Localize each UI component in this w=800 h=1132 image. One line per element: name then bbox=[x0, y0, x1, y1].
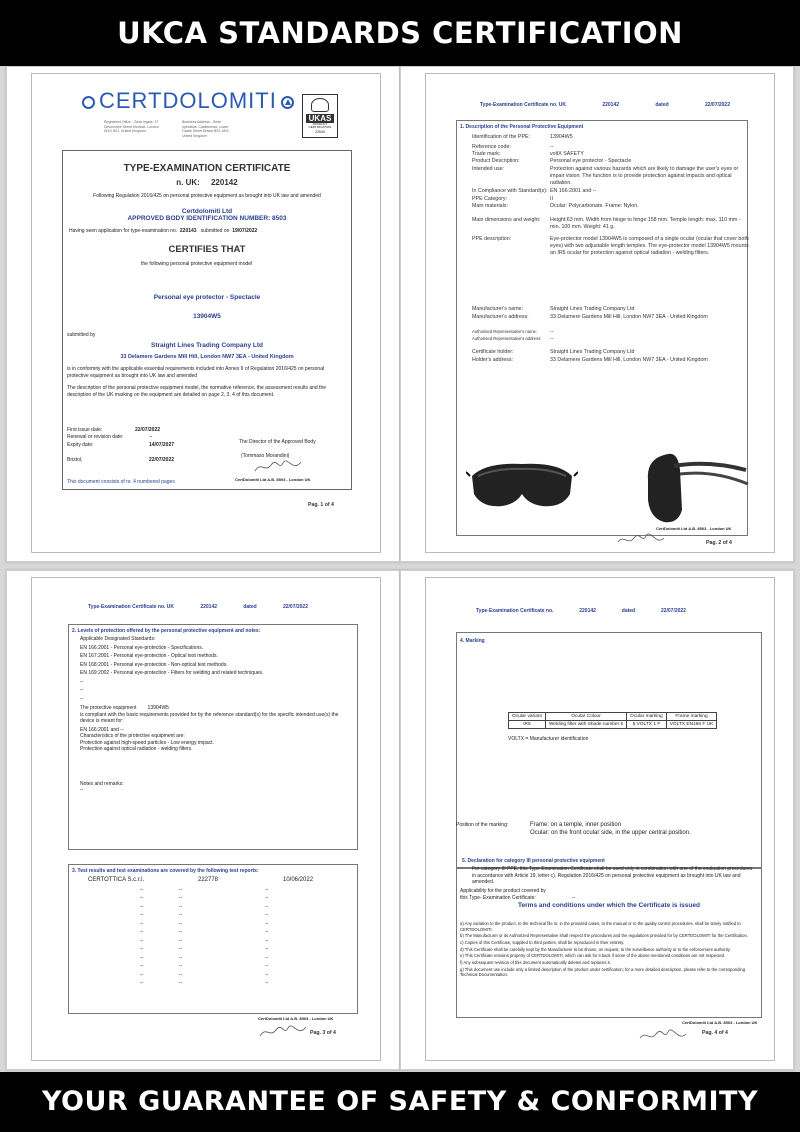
stamp: CertDolomiti Ltd A.B. 8503 - London UK bbox=[258, 1016, 334, 1021]
ukas-number: 22649 bbox=[315, 129, 325, 134]
report-no-cell: -- bbox=[179, 929, 183, 936]
marking-table bbox=[508, 712, 717, 729]
standard-item: -- bbox=[80, 687, 84, 693]
row-key: Authorised Representative's address: bbox=[472, 336, 542, 341]
description-row bbox=[472, 188, 750, 195]
stamp: CertDolomiti Ltd A.B. 8503 - London UK bbox=[235, 477, 311, 482]
applicable-label: Applicable Designated Standards: bbox=[80, 636, 156, 642]
cert-no: 220142 bbox=[210, 178, 238, 187]
expiry-label: Expiry date: bbox=[67, 442, 94, 448]
director-signature bbox=[253, 459, 303, 475]
declaration-text: For category III PPE, this Type-Examination Certificate shall be used only in combination with one of the evaluation procedures in accordance with Article 19, letter c), Regulation 2016/425 on personal protective equipment as brought into UK law and amended. bbox=[472, 866, 753, 885]
product-model: 13904W5 bbox=[193, 312, 221, 320]
description-row bbox=[472, 314, 750, 321]
report-date-cell: -- bbox=[265, 903, 269, 910]
submitted-by: submitted by bbox=[67, 331, 96, 338]
compliance-text: is compliant with the basic requirements provided for by the reference standard(s) for the specific intended use(s) the device is meant for: bbox=[80, 711, 339, 724]
row-value: Height:63 mm. Width from hinge to hinge:158 mm. Temple length: max. 110 mm - min. 100 mm. Weight: 41 g. bbox=[550, 217, 741, 231]
row-value: 33 Delamere Gardens Mill Hill, London NW7 3EA - United Kingdom bbox=[550, 314, 708, 320]
report-no-cell: -- bbox=[179, 980, 183, 987]
protective-model: 13904W5 bbox=[147, 705, 169, 711]
logo-text: CERTDOLOMITI bbox=[99, 88, 277, 113]
approved-body-name: Certdolomiti Ltd bbox=[181, 207, 233, 215]
submitted-date: 19/07/2022 bbox=[232, 227, 258, 234]
description-row bbox=[472, 236, 750, 257]
row-value: voltX SAFETY bbox=[550, 151, 584, 157]
header-dated: dated bbox=[243, 604, 257, 610]
bottom-banner: YOUR GUARANTEE OF SAFETY & CONFORMITY bbox=[0, 1072, 800, 1132]
report-date-cell: -- bbox=[265, 954, 269, 961]
product-name: Personal eye protector - Spectacle bbox=[153, 293, 261, 301]
row-value: Protection against various hazards which are likely to damage the user's eyes or impair vision. The function is to provide protection against impacts and optical radiation. bbox=[550, 166, 739, 187]
certificate-title: TYPE-EXAMINATION CERTIFICATE bbox=[123, 163, 291, 174]
applicability-label: this Type- Examination Certificate: bbox=[460, 895, 536, 901]
col-ocular-variant: Ocular variant bbox=[509, 713, 546, 721]
row-value: 13904W5 bbox=[550, 134, 573, 140]
terms-list bbox=[460, 920, 758, 978]
header-date: 22/07/2022 bbox=[704, 102, 730, 108]
report-date-cell: -- bbox=[265, 895, 269, 902]
certificate-frame bbox=[62, 150, 352, 490]
term-item: d) This Certificate shall be carefully kept by the Manufacturer to be shown, on request, to the surveillance authority or to the enforcement authority. bbox=[460, 946, 731, 952]
report-no-cell: -- bbox=[179, 903, 183, 910]
header-label: Type-Examination Certificate no. UK bbox=[480, 102, 567, 108]
report-date-cell: -- bbox=[265, 963, 269, 970]
submitted-label: submitted on bbox=[200, 227, 230, 234]
row-key: Intended use: bbox=[472, 166, 505, 172]
terms-title: Terms and conditions under which the Certificate is issued bbox=[518, 902, 700, 909]
report-number: 222778 bbox=[198, 877, 219, 883]
description-row bbox=[472, 357, 750, 364]
report-no-cell: -- bbox=[179, 954, 183, 961]
test-report-row bbox=[88, 955, 328, 962]
position-frame: Frame: on a temple, inner position bbox=[530, 822, 622, 828]
test-report-row bbox=[88, 912, 328, 919]
first-issue-date: 22/07/2022 bbox=[135, 427, 161, 433]
certificate-page-1 bbox=[31, 73, 381, 553]
top-banner: UKCA STANDARDS CERTIFICATION bbox=[0, 0, 800, 66]
term-item: g) This document use include only a limited description of the product under certification; for a more detailed description, please refer to the corresponding Technical Documentation. bbox=[460, 966, 746, 978]
test-report-row bbox=[88, 904, 328, 911]
header-number: 220142 bbox=[579, 608, 596, 614]
test-report-row bbox=[88, 929, 328, 936]
applicability: Applicability for the product covered by bbox=[460, 888, 546, 894]
test-report-row bbox=[88, 895, 328, 902]
director-name: (Tommaso Morandini) bbox=[241, 453, 290, 459]
cert-label: n. UK: bbox=[176, 178, 200, 187]
page-header bbox=[480, 102, 730, 109]
logo-ring-icon bbox=[82, 96, 95, 109]
row-key: PPE description: bbox=[472, 236, 512, 242]
description-text: The description of the personal protective equipment model, the normative reference, the assessment results and the description of the UK marking on the equipment are detailed on page 2, 3, 4 of this document. bbox=[67, 385, 327, 398]
row-value: Personal eye protector - Spectacle bbox=[550, 158, 632, 164]
header-number: 220142 bbox=[200, 604, 218, 610]
expiry-date: 14/07/2027 bbox=[149, 442, 175, 448]
report-date-cell: -- bbox=[265, 946, 269, 953]
dates-block bbox=[67, 427, 217, 463]
col-frame-marking: Frame marking bbox=[666, 713, 717, 721]
report-date-cell: -- bbox=[265, 920, 269, 927]
row-key: Product Description: bbox=[472, 158, 520, 164]
standard-item: -- bbox=[80, 678, 84, 685]
report-lab-cell: -- bbox=[140, 963, 144, 970]
report-lab-cell: -- bbox=[140, 903, 144, 910]
standards-list bbox=[80, 645, 350, 703]
report-lab-cell: -- bbox=[140, 886, 144, 893]
description-row bbox=[472, 306, 750, 313]
description-row bbox=[472, 203, 750, 210]
applicability-2 bbox=[460, 895, 575, 902]
col-ocular-marking: Ocular marking bbox=[627, 713, 667, 721]
row-value: -- bbox=[550, 144, 554, 150]
description-row bbox=[472, 158, 750, 165]
row-key: Main dimensions and weight: bbox=[472, 217, 541, 223]
term-item: f) Any subsequent revision of this document automatically deletes and replaces it. bbox=[460, 960, 611, 966]
standard-item: EN 169:2002 - Personal eye-protection - Filters for welding and related techniques. bbox=[80, 670, 264, 676]
term-item: c) Copies of this Certificate, supplied to third parties, shall be reproduced in their entirety. bbox=[460, 940, 625, 946]
signature bbox=[638, 1028, 688, 1044]
section-3-title: 3. Test results and test examinations are covered by the following test reports: bbox=[72, 868, 259, 874]
notes-label: Notes and remarks: bbox=[80, 780, 124, 787]
stamp: CertDolomiti Ltd A.B. 8503 - London UK bbox=[656, 526, 732, 531]
header-dated: dated bbox=[621, 608, 636, 614]
conformity-text: is in conformity with the applicable essential requirements included into Annex II of Regulation 2016/425 on personal protective equipment as brought into UK law and amended bbox=[67, 366, 325, 379]
row-value: Straight Lines Trading Company Ltd bbox=[550, 349, 635, 355]
goggles-front-image bbox=[466, 454, 578, 518]
certificate-page-1-panel bbox=[6, 66, 400, 562]
row-key: In Compliance with Standard(s): bbox=[472, 188, 548, 194]
page-number: Pag. 4 of 4 bbox=[702, 1030, 728, 1036]
row-value: 33 Delamere Gardens Mill Hill, London NW7 3EA - United Kingdom bbox=[550, 357, 708, 363]
test-report-row bbox=[88, 946, 328, 953]
renewal-label: Renewal or revision date: bbox=[67, 433, 124, 440]
report-date-cell: -- bbox=[265, 937, 269, 944]
ukas-logo bbox=[302, 94, 338, 138]
place-date: 22/07/2022 bbox=[149, 456, 175, 463]
cell-variant: IR5 bbox=[509, 721, 546, 729]
lab-name: CERTOTTICA S.c.r.l. bbox=[88, 877, 145, 883]
report-date: 10/06/2022 bbox=[283, 877, 314, 883]
row-value: II bbox=[550, 196, 553, 202]
row-key: Reference code: bbox=[472, 144, 511, 150]
applicability-value: -- bbox=[571, 895, 576, 901]
report-lab-cell: -- bbox=[140, 954, 144, 961]
term-item: e) This Certificate remains property of CERTDOLOMITI, which can ask for it back if some of the above mentioned conditions are not respected. bbox=[460, 953, 726, 959]
test-report-row bbox=[88, 887, 328, 894]
renewal-date: -- bbox=[149, 433, 153, 440]
header-label: Type-Examination Certificate no. bbox=[476, 608, 554, 614]
approved-body-id: APPROVED BODY IDENTIFICATION NUMBER: 8503 bbox=[127, 214, 287, 222]
report-no-cell: -- bbox=[179, 937, 183, 944]
report-lab-cell: -- bbox=[140, 946, 144, 953]
row-key: Identification of the PPE: bbox=[472, 134, 531, 140]
report-date-cell: -- bbox=[265, 912, 269, 919]
application-line bbox=[69, 228, 351, 235]
logo-triangle-icon bbox=[281, 96, 294, 109]
test-reports-table bbox=[88, 877, 328, 987]
section-2-title: 2. Levels of protection offered by the personal protective equipment and notes: bbox=[72, 628, 261, 634]
row-value: Straight Lines Trading Company Ltd bbox=[550, 306, 635, 312]
certificate-page-3 bbox=[31, 577, 381, 1061]
following-model-text: the following personal protective equipment model bbox=[141, 261, 253, 267]
page-header bbox=[88, 604, 308, 611]
page-number: Pag. 3 of 4 bbox=[310, 1030, 336, 1036]
director-title: The Director of the Approved Body bbox=[239, 439, 316, 445]
description-row bbox=[472, 134, 750, 141]
row-key: PPE Category: bbox=[472, 196, 508, 202]
description-row bbox=[472, 336, 750, 343]
business-address: Business Address - Sede operativa: Castlemead, Lower Castle Street Bristol BS1 3AG, United Kingdom bbox=[182, 120, 230, 138]
page-header bbox=[476, 608, 686, 615]
test-report-rows bbox=[88, 887, 328, 987]
standard-line: EN 166:2001 and -- bbox=[80, 726, 124, 733]
section-4-title: 4. Marking bbox=[460, 638, 485, 644]
description-row bbox=[472, 217, 750, 231]
report-no-cell: -- bbox=[179, 895, 183, 902]
section-5-title: 5. Declaration for category III personal protective equipment bbox=[462, 858, 605, 864]
standard-item: EN 168:2001 - Personal eye-protection - Non-optical test methods. bbox=[80, 661, 228, 668]
pages-note: This document consists of nr. 4 numbered pages bbox=[67, 479, 175, 485]
row-value: Eye-protector model 13904W5 is composed of a single ocular (ocular that cover both eyes) with two adjustable length temples. The eye-protector model 13904W5 mounts an IR5 ocular for protection against optical radiation - welding filters. bbox=[550, 236, 749, 257]
app-label: Having seen application for type-examination no. bbox=[69, 227, 178, 234]
ukas-name: UKAS bbox=[306, 114, 334, 123]
signature bbox=[258, 1024, 308, 1040]
header-dated: dated bbox=[655, 102, 669, 108]
report-no-cell: -- bbox=[179, 963, 183, 970]
certificate-page-4-panel bbox=[400, 570, 794, 1070]
registered-office: Registered Office - Sede legale: 37 Devonshire Street Medical, London W1G 8XJ, United Kingdom bbox=[104, 120, 159, 134]
report-no-cell: -- bbox=[179, 946, 183, 953]
report-date-cell: -- bbox=[265, 886, 269, 893]
row-value: -- bbox=[550, 336, 554, 342]
report-lab-cell: -- bbox=[140, 937, 144, 944]
row-value: -- bbox=[550, 329, 554, 335]
report-no-cell: -- bbox=[179, 971, 183, 978]
test-report-row bbox=[88, 963, 328, 970]
certificate-number bbox=[63, 178, 351, 187]
row-key: Certificate holder: bbox=[472, 349, 514, 355]
standard-item: -- bbox=[80, 695, 84, 702]
report-lab-cell: -- bbox=[140, 980, 144, 987]
report-date-cell: -- bbox=[265, 929, 269, 936]
certifies-that: CERTIFIES THAT bbox=[168, 244, 246, 255]
report-lab-cell: -- bbox=[140, 895, 144, 902]
cell-frame-marking: VOLTX EN166 F UK bbox=[666, 721, 717, 729]
certificate-page-2 bbox=[425, 73, 775, 553]
report-lab-cell: -- bbox=[140, 929, 144, 936]
cell-ocular-marking: 5 VOLTX 1 F bbox=[627, 721, 667, 729]
row-key: Manufacturer's address: bbox=[472, 314, 529, 320]
standard-item: EN 167:2001 - Personal eye-protection - Optical test methods. bbox=[80, 653, 218, 659]
row-key: Main materials: bbox=[472, 203, 508, 209]
row-value: EN 166:2001 and -- bbox=[550, 188, 597, 194]
description-row bbox=[472, 166, 750, 187]
row-key: Manufacturer's name: bbox=[472, 306, 524, 312]
report-lab-cell: -- bbox=[140, 971, 144, 978]
table-note: VOLTX = Manufacturer identification bbox=[508, 736, 589, 742]
standard-item: EN 166:2001 - Personal eye-protection - Specifications. bbox=[80, 644, 204, 651]
position-label: Position of the marking: bbox=[456, 822, 509, 828]
report-date-cell: -- bbox=[265, 980, 269, 987]
certificate-page-2-panel bbox=[400, 66, 794, 562]
characteristic-2: Protection against optical radiation - welding filters. bbox=[80, 746, 193, 752]
row-key: Holder's address: bbox=[472, 357, 514, 363]
report-no-cell: -- bbox=[179, 920, 183, 927]
test-report-row bbox=[88, 938, 328, 945]
header-number: 220142 bbox=[602, 102, 620, 108]
row-key: Authorised Representative's name: bbox=[472, 329, 538, 334]
report-no-cell: -- bbox=[179, 912, 183, 919]
certificate-page-3-panel bbox=[6, 570, 400, 1070]
goggles-side-image bbox=[638, 440, 750, 528]
report-date-cell: -- bbox=[265, 971, 269, 978]
company-address: 33 Delamere Gardens Mill Hill, London NW7 3EA - United Kingdom bbox=[120, 354, 294, 360]
crown-icon bbox=[311, 98, 329, 112]
ukas-sub: PRODUCT CERTIFICATION bbox=[308, 122, 332, 130]
col-ocular-colour: Ocular Colour bbox=[545, 713, 626, 721]
test-report-row bbox=[88, 980, 328, 987]
levels-block bbox=[80, 636, 350, 794]
stamp: CertDolomiti Ltd A.B. 8503 - London UK bbox=[682, 1020, 758, 1025]
description-row bbox=[472, 349, 750, 356]
report-lab-cell: -- bbox=[140, 912, 144, 919]
characteristics-label: Characteristics of the protective equipment are: bbox=[80, 733, 185, 739]
test-report-row bbox=[88, 921, 328, 928]
page-number: Pag. 1 of 4 bbox=[308, 502, 334, 508]
regulation-text: Following Regulation 2016/425 on personal protective equipment as brought into UK law and amended bbox=[93, 193, 321, 199]
test-report-row bbox=[88, 972, 328, 979]
header-date: 22/07/2022 bbox=[282, 604, 308, 610]
cell-colour: Welding filter with Shade number 5 bbox=[545, 721, 626, 729]
protective-label: The protective equipment bbox=[80, 705, 137, 711]
row-key: Trade mark: bbox=[472, 151, 501, 157]
section-1-title: 1. Description of the Personal Protective Equipment bbox=[460, 124, 584, 130]
notes-value: -- bbox=[80, 787, 84, 793]
row-value: Ocular: Polycarbonate. Frame: Nylon. bbox=[550, 203, 639, 209]
header-date: 22/07/2022 bbox=[660, 608, 686, 614]
place: Bristol, bbox=[67, 456, 83, 463]
header-label: Type-Examination Certificate no. UK bbox=[88, 604, 175, 610]
report-lab-cell: -- bbox=[140, 920, 144, 927]
term-item: b) The Manufacturer or its Authorized Representative shall respect the procedures and the regulations provided for by CERTDOLOMITI for the Certification. bbox=[460, 933, 748, 939]
certificate-page-4 bbox=[425, 577, 775, 1061]
position-ocular: Ocular: on the front ocular side, in the upper central position. bbox=[530, 830, 691, 836]
certdolomiti-logo bbox=[82, 88, 294, 114]
characteristic-1: Protection against high-speed particles - Low energy impact. bbox=[80, 739, 214, 746]
page-number: Pag. 2 of 4 bbox=[706, 540, 732, 546]
term-item: a) Any variation to the product, to the technical file or, in the provided cases, to the manual or to the quality control procedures, shall be timely notified to CERTDOLOMITI. bbox=[460, 921, 741, 932]
report-no-cell: -- bbox=[179, 886, 183, 893]
company-name: Straight Lines Trading Company Ltd bbox=[151, 342, 263, 349]
certificate-grid bbox=[0, 66, 800, 1072]
first-issue-label: First issue date: bbox=[67, 427, 103, 433]
signature bbox=[616, 532, 666, 548]
table-row bbox=[509, 721, 717, 729]
app-no: 220143 bbox=[179, 227, 197, 234]
